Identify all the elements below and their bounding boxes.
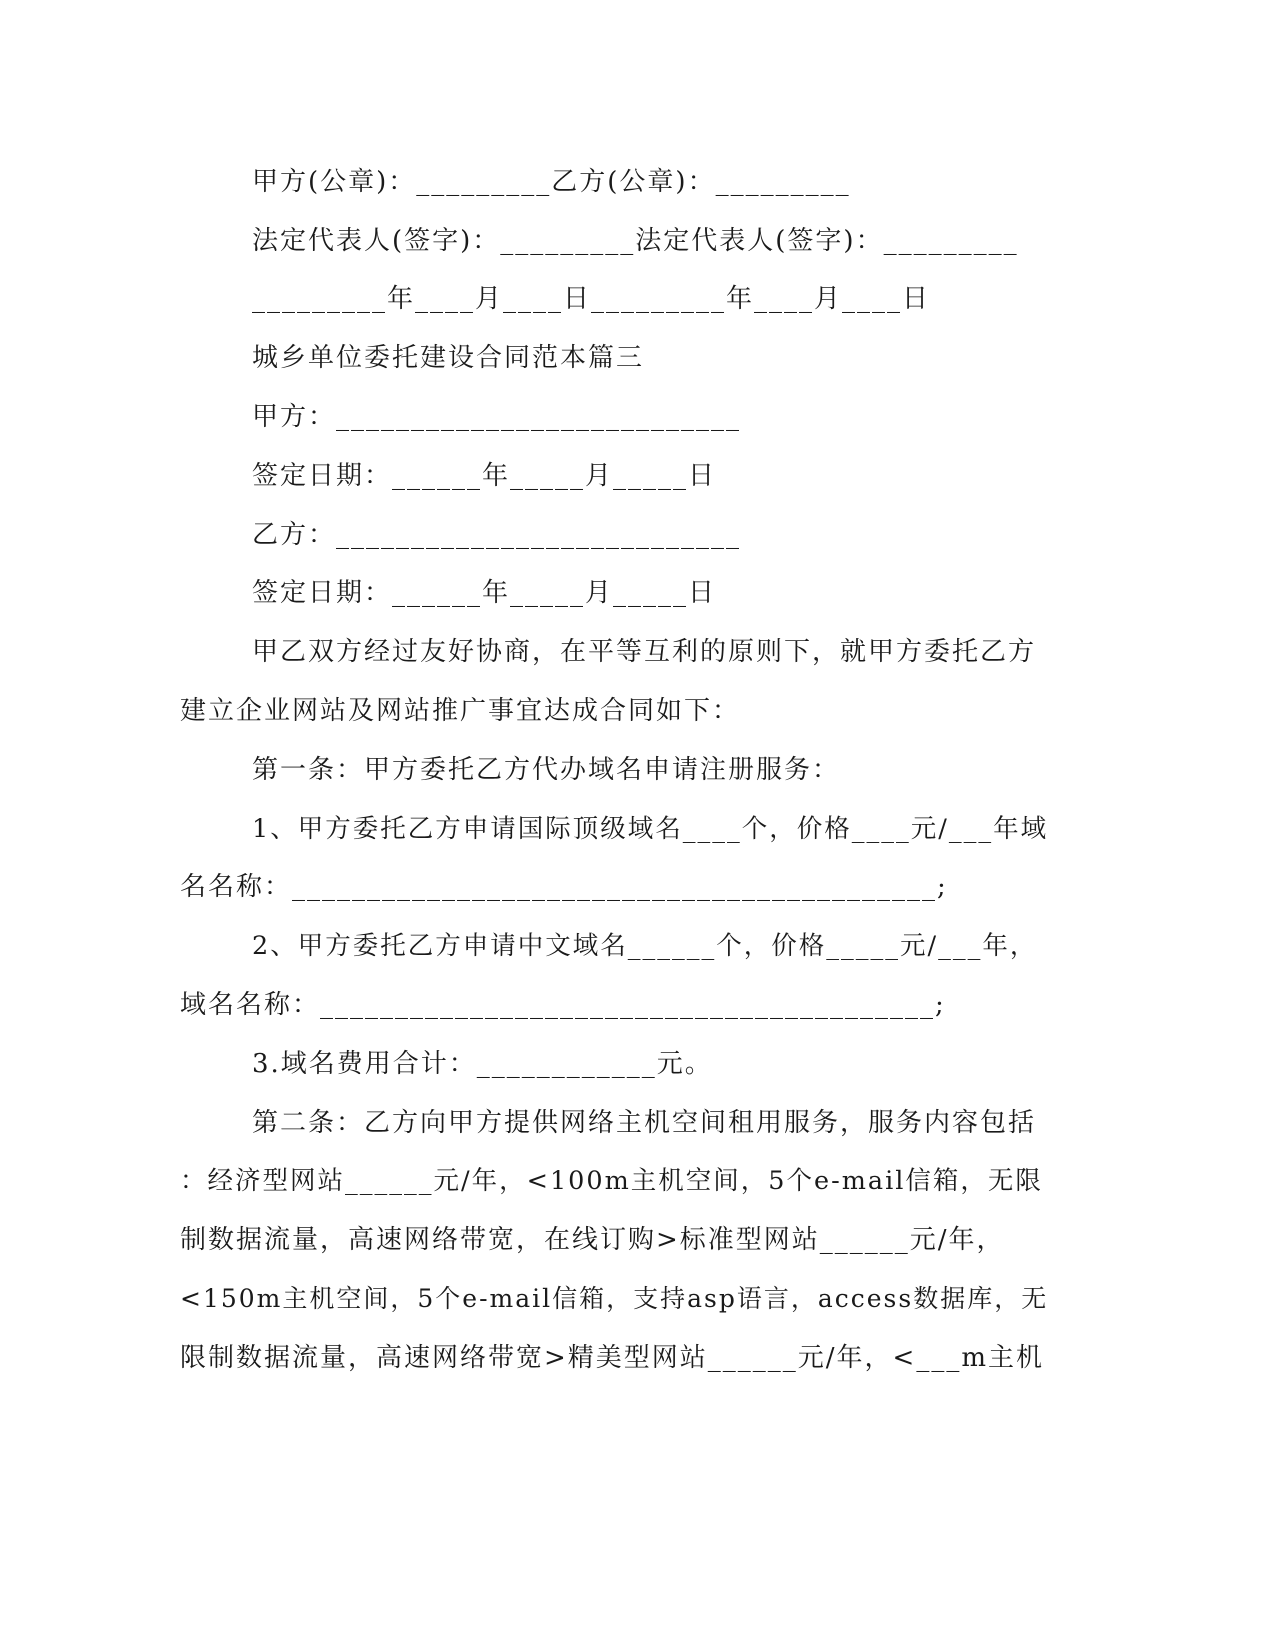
article-one-item-2-line-2: 域名名称：_________________________________________; [180, 990, 946, 1020]
article-one-item-3: 3.域名费用合计：____________元。 [252, 1049, 713, 1079]
article-two-line-4: <150m主机空间，5个e-mail信箱，支持asp语言，access数据库，无 [180, 1284, 1049, 1313]
article-two-line-2: ：经济型网站______元/年，<100m主机空间，5个e-mail信箱，无限 [180, 1166, 1043, 1196]
article-two-line-3: 制数据流量，高速网络带宽，在线订购>标准型网站______元/年， [180, 1225, 1005, 1255]
article-one-item-2-line-1: 2、甲方委托乙方申请中文域名______个，价格_____元/___年， [252, 931, 1038, 961]
section-heading: 城乡单位委托建设合同范本篇三 [252, 343, 645, 373]
party-b-date-line: 签定日期：______年_____月_____日 [252, 578, 717, 608]
signature-line-seal: 甲方(公章)：_________乙方(公章)：_________ [252, 167, 851, 197]
article-two-line-1: 第二条：乙方向甲方提供网络主机空间租用服务，服务内容包括 [252, 1108, 1037, 1138]
party-b-line: 乙方：___________________________ [252, 520, 742, 550]
article-one-heading: 第一条：甲方委托乙方代办域名申请注册服务： [252, 755, 841, 785]
party-a-line: 甲方：___________________________ [252, 402, 742, 432]
signature-line-date: _________年____月____日_________年____月____日 [252, 284, 931, 314]
preamble-line-1: 甲乙双方经过友好协商，在平等互利的原则下，就甲方委托乙方 [252, 637, 1037, 667]
article-one-item-1-line-1: 1、甲方委托乙方申请国际顶级域名____个，价格____元/___年域 [252, 814, 1049, 844]
signature-line-representative: 法定代表人(签字)：_________法定代表人(签字)：_________ [252, 226, 1019, 256]
article-two-line-5: 限制数据流量，高速网络带宽>精美型网站______元/年，<___m主机 [180, 1343, 1044, 1373]
party-a-date-line: 签定日期：______年_____月_____日 [252, 461, 717, 491]
article-one-item-1-line-2: 名名称：___________________________________________; [180, 872, 948, 902]
preamble-line-2: 建立企业网站及网站推广事宜达成合同如下： [180, 696, 741, 726]
